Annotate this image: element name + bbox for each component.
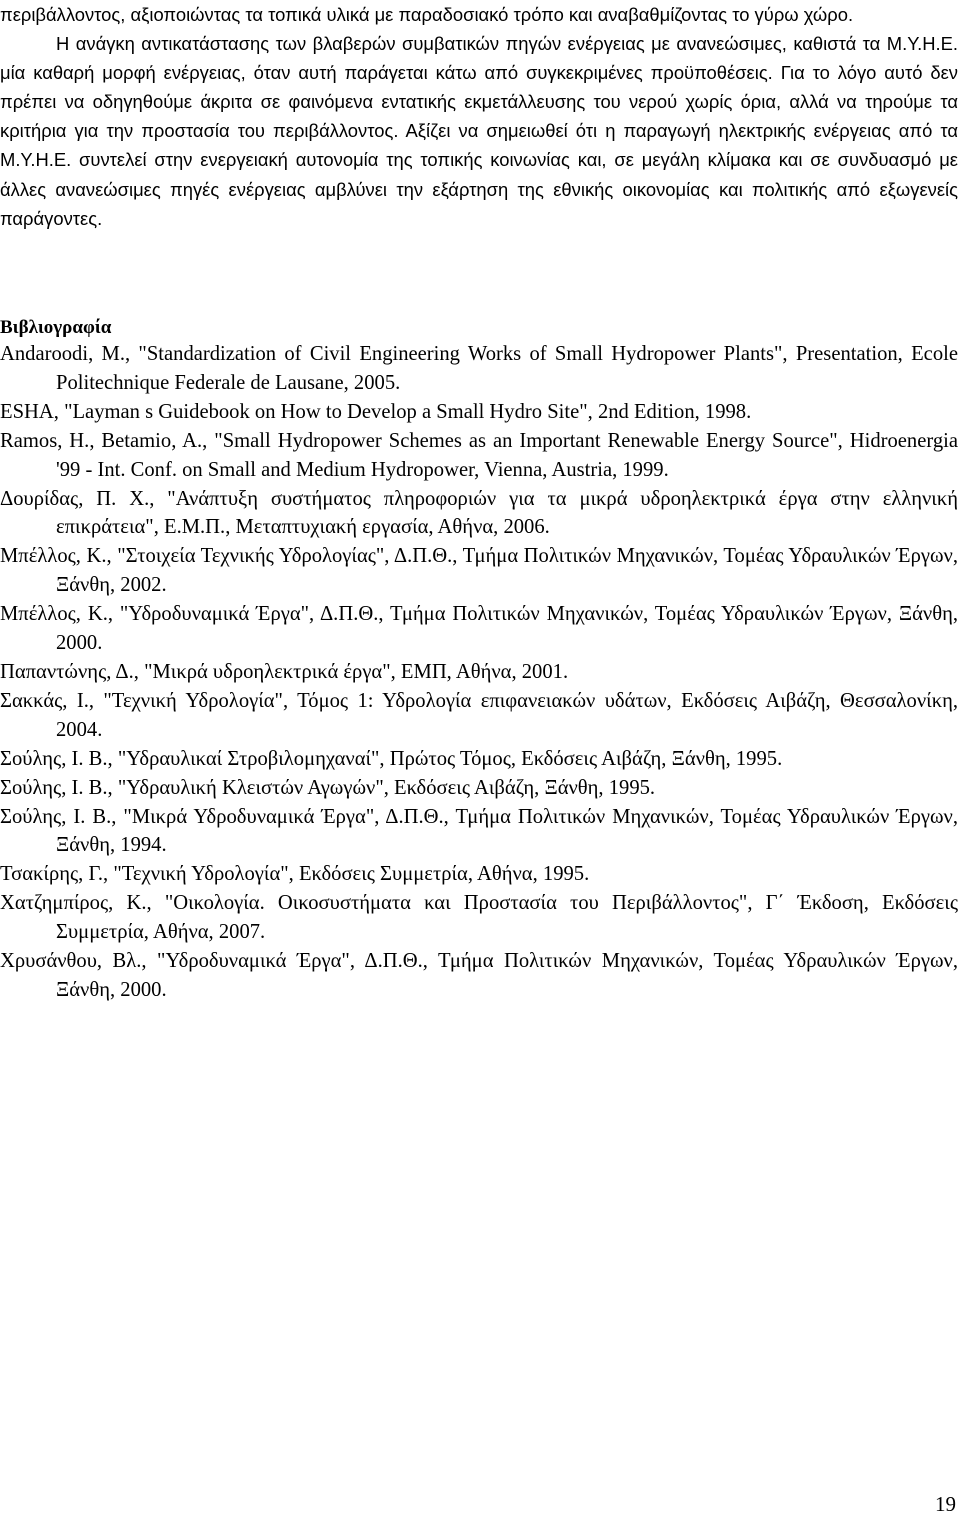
reference-item: Σούλης, Ι. Β., "Υδραυλικαί Στροβιλομηχαναί", Πρώτος Τόμος, Εκδόσεις Αιβάζη, Ξάνθη, 1995. xyxy=(0,747,783,770)
bibliography-heading: Βιβλιογραφία xyxy=(0,317,112,338)
body-text xyxy=(0,0,958,233)
reference-item: Χατζημπίρος, Κ., "Οικολογία. Οικοσυστήματα και Προστασία του Περιβάλλοντος", Γ΄ Έκδοση, Εκδόσεις Συμμετρία, Αθήνα, 2007. xyxy=(0,892,958,944)
reference-item: Χρυσάνθου, Βλ., "Υδροδυναμικά Έργα", Δ.Π.Θ., Τμήμα Πολιτικών Μηχανικών, Τομέας Υδραυλικών Έργων, Ξάνθη, 2000. xyxy=(0,950,958,1001)
reference-item: Παπαντώνης, Δ., "Μικρά υδροηλεκτρικά έργα", ΕΜΠ, Αθήνα, 2001. xyxy=(0,660,569,683)
reference-item: Μπέλλος, Κ., "Στοιχεία Τεχνικής Υδρολογίας", Δ.Π.Θ., Τμήμα Πολιτικών Μηχανικών, Τομέας Υδραυλικών Έργων, Ξάνθη, 2002. xyxy=(0,545,958,597)
reference-item: Μπέλλος, Κ., "Υδροδυναμικά Έργα", Δ.Π.Θ., Τμήμα Πολιτικών Μηχανικών, Τομέας Υδραυλικών Έργων, Ξάνθη, 2000. xyxy=(0,603,958,655)
reference-item: Σακκάς, Ι., "Τεχνική Υδρολογία", Τόμος 1: Υδρολογία επιφανειακών υδάτων, Εκδόσεις Αιβάζη, Θεσσαλονίκη, 2004. xyxy=(0,689,958,741)
reference-item: Ramos, H., Betamio, A., "Small Hydropower Schemes as an Important Renewable Energy Source", Hidroenergia '99 - Int. Conf. on Small and Medium Hydropower, Vienna, Austria, 1999. xyxy=(0,429,958,481)
reference-item: Σούλης, Ι. Β., "Υδραυλική Κλειστών Αγωγών", Εκδόσεις Αιβάζη, Ξάνθη, 1995. xyxy=(0,776,656,799)
paragraph-continuation: περιβάλλοντος, αξιοποιώντας τα τοπικά υλικά με παραδοσιακό τρόπο και αναβαθμίζοντας το γύρω χώρο. xyxy=(0,4,854,25)
paragraph-renewable-energy: Η ανάγκη αντικατάστασης των βλαβερών συμβατικών πηγών ενέργειας με ανανεώσιμες, καθιστά τα Μ.Υ.Η.Ε. μία καθαρή μορφή ενέργειας, όταν αυτή παράγεται κάτω από συγκεκριμένες προϋποθέσεις. Για το λόγο αυτό δεν πρέπει να οδηγηθούμε άκριτα σε φαινόμενα εντατικής εκμετάλλευσης του νερού χωρίς όρια, αλλά να τηρούμε τα κριτήρια για την προστασία του περιβάλλοντος. Αξίζει να σημειωθεί ότι η παραγωγή ηλεκτρικής ενέργειας από τα Μ.Υ.Η.Ε. συντελεί στην ενεργειακή αυτονομία της τοπικής κοινωνίας και, σε μεγάλη κλίμακα και σε συνδυασμό με άλλες ανανεώσιμες πηγές ενέργειας αμβλύνει την εξάρτηση της εθνικής οικονομίας και πολιτικής από εξωγενείς παράγοντες. xyxy=(0,33,958,229)
page-number: 19 xyxy=(935,1492,956,1516)
reference-item: Δουρίδας, Π. Χ., "Ανάπτυξη συστήματος πληροφοριών για τα μικρά υδροηλεκτρικά έργα στην ελληνική επικράτεια", Ε.Μ.Π., Μεταπτυχιακή εργασία, Αθήνα, 2006. xyxy=(0,487,958,539)
reference-list xyxy=(0,340,958,1005)
reference-item: ESHA, "Layman s Guidebook on How to Develop a Small Hydro Site", 2nd Edition, 1998. xyxy=(0,400,752,423)
reference-item: Τσακίρης, Γ., "Τεχνική Υδρολογία", Εκδόσεις Συμμετρία, Αθήνα, 1995. xyxy=(0,863,590,886)
reference-item: Σούλης, Ι. Β., "Μικρά Υδροδυναμικά Έργα", Δ.Π.Θ., Τμήμα Πολιτικών Μηχανικών, Τομέας Υδραυλικών Έργων, Ξάνθη, 1994. xyxy=(0,805,958,857)
reference-item: Andaroodi, M., "Standardization of Civil Engineering Works of Small Hydropower Plants", Presentation, Ecole Politechnique Federale de Lausane, 2005. xyxy=(0,343,958,394)
